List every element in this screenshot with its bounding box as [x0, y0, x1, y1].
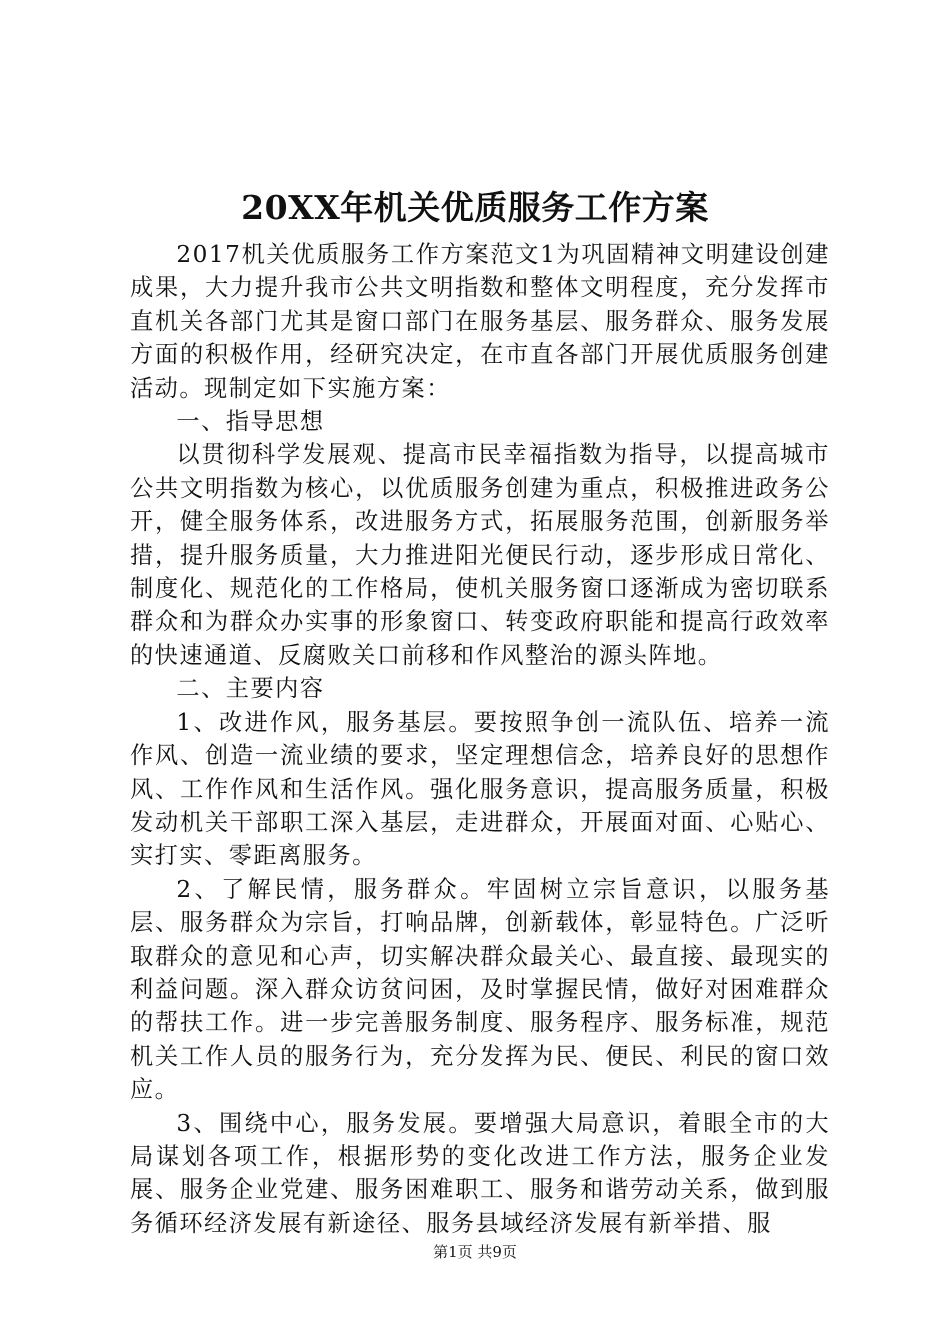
paragraph-intro: 2017机关优质服务工作方案范文1为巩固精神文明建设创建成果，大力提升我市公共文明指数和整体文明程度，充分发挥市直机关各部门尤其是窗口部门在服务基层、服务群众、服务发展方面的积极作用，经研究决定，在市直各部门开展优质服务创建活动。现制定如下实施方案：	[130, 241, 830, 402]
section-heading-guiding-thought: 一、指导思想	[176, 408, 325, 436]
paragraph-item-1: 1、改进作风，服务基层。要按照争创一流队伍、培养一流作风、创造一流业绩的要求，坚定理想信念，培养良好的思想作风、工作作风和生活作风。强化服务意识，提高服务质量，积极发动机关干部职工深入基层，走进群众，开展面对面、心贴心、实打实、零距离服务。	[130, 708, 830, 870]
paragraph-guiding-thought: 以贯彻科学发展观、提高市民幸福指数为指导，以提高城市公共文明指数为核心，以优质服务创建为重点，积极推进政务公开，健全服务体系，改进服务方式，拓展服务范围，创新服务举措，提升服务质量，大力推进阳光便民行动，逐步形成日常化、制度化、规范化的工作格局，使机关服务窗口逐渐成为密切联系群众和为群众办实事的形象窗口、转变政府职能和提高行政效率的快速通道、反腐败关口前移和作风整治的源头阵地。	[130, 441, 830, 669]
paragraph-item-2: 2、了解民情，服务群众。牢固树立宗旨意识，以服务基层、服务群众为宗旨，打响品牌，创新载体，彰显特色。广泛听取群众的意见和心声，切实解决群众最关心、最直接、最现实的利益问题。深入群众访贫问困，及时掌握民情，做好对困难群众的帮扶工作。进一步完善服务制度、服务程序、服务标准，规范机关工作人员的服务行为，充分发挥为民、便民、利民的窗口效应。	[130, 875, 830, 1104]
paragraph-item-3: 3、围绕中心，服务发展。要增强大局意识，着眼全市的大局谋划各项工作，根据形势的变化改进工作方法，服务企业发展、服务企业党建、服务困难职工、服务和谐劳动关系，做到服务循环经济发展有新途径、服务县域经济发展有新举措、服	[130, 1109, 830, 1237]
page-footer: 第1页 共9页	[433, 1243, 517, 1261]
document-title: 20XX年机关优质服务工作方案	[241, 188, 709, 227]
section-heading-main-content: 二、主要内容	[176, 675, 325, 703]
document-body	[130, 238, 830, 1240]
